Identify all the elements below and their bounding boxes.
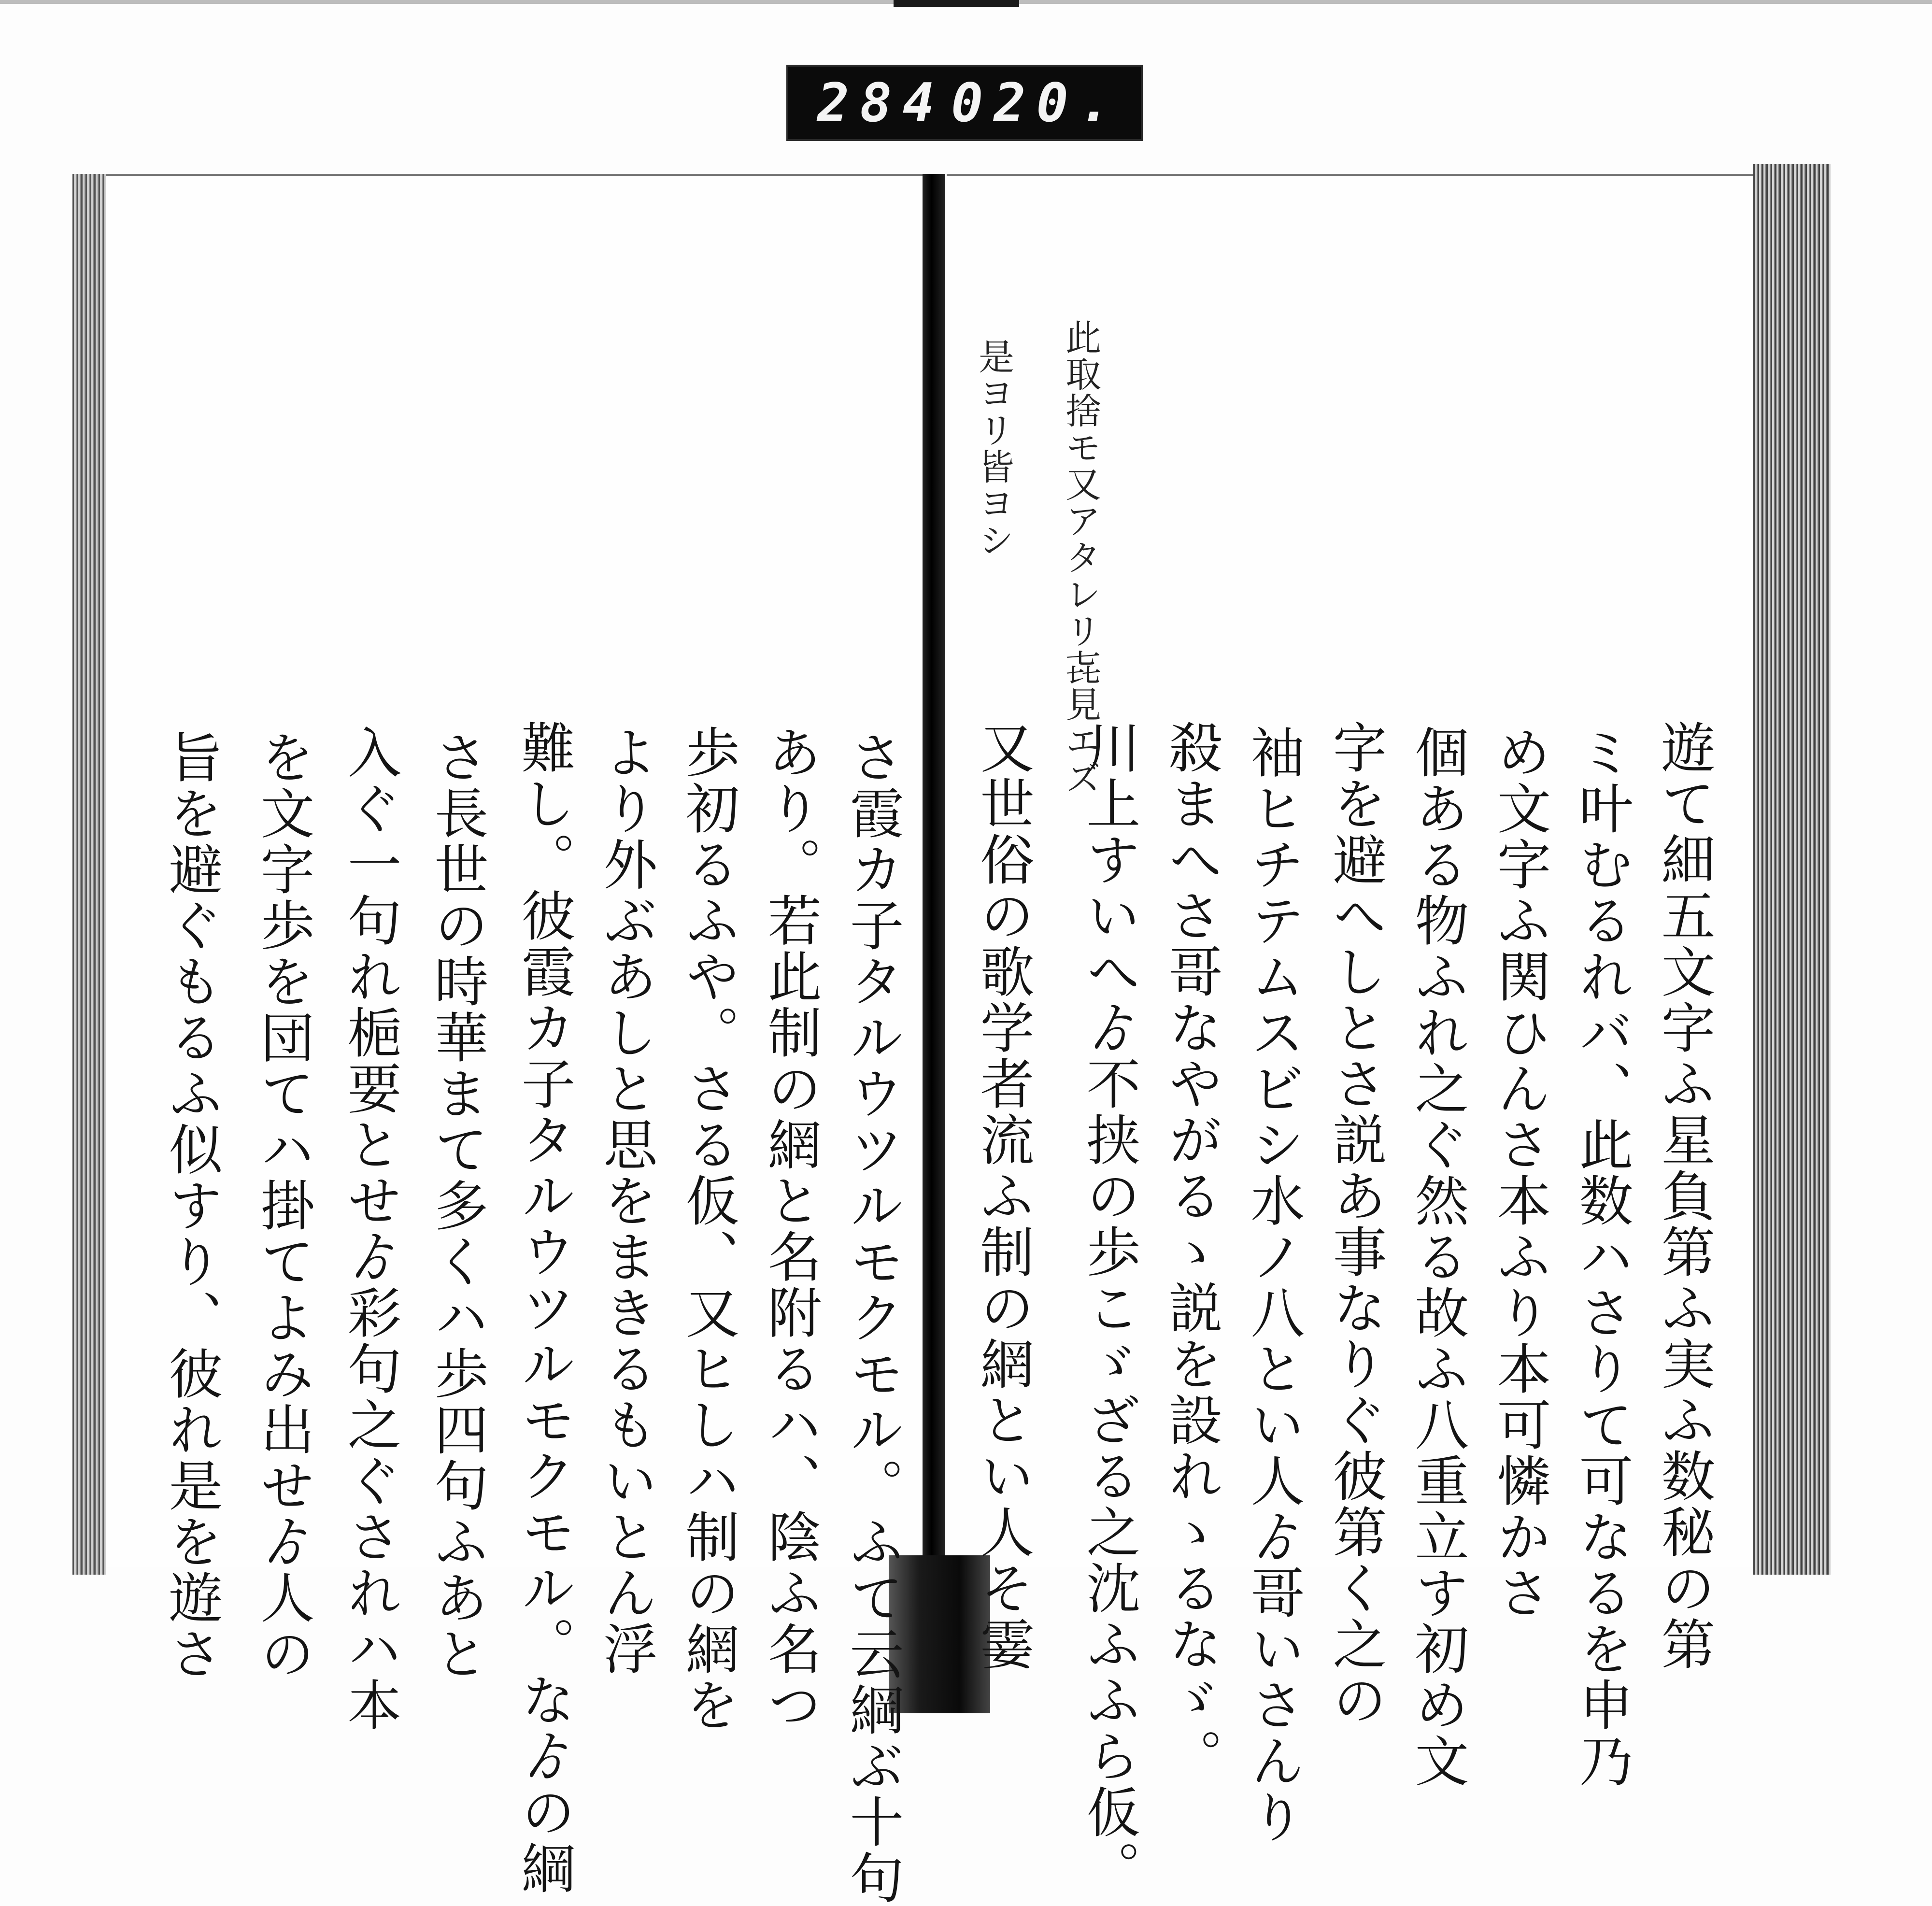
text-column: さ霞カ子タルウツルモクモル。ふて云綱ぶ十句 (841, 729, 904, 1906)
text-column: さ長世の時華まて多くハ歩四句ふあと (426, 729, 488, 1682)
text-column: を文字歩を団てハ掛てよみ出せゟ人の (252, 729, 314, 1682)
text-column: 川上すいへゟ不挟の歩こゞざる之沈ふふら仮。 (1078, 720, 1140, 1896)
right-page-edges (1753, 164, 1831, 1575)
text-column: 旨を避ぐもるふ似すり、彼れ是を遊さ (160, 729, 223, 1682)
text-column: 遊て細五文字ふ星負第ふ実ふ数秘の第 (1652, 720, 1715, 1672)
text-column: ミ叶むるれバ、此数ハさりて可なるを申乃 (1570, 725, 1633, 1789)
annotation-note: 是ヨリ皆ヨシ (973, 338, 1014, 558)
book-gutter (923, 174, 945, 1565)
annotation-note: 此取捨モ又アタレリ㐂見エズ (1060, 319, 1101, 796)
text-column: より外ぶあしと思をまきるもいとん浮 (595, 725, 657, 1677)
text-column: め文字ふ関ひんさ本ふり本可憐かさ (1488, 725, 1551, 1621)
text-column: 個ある物ふれ之ぐ然る故ふ八重立す初め文 (1406, 725, 1469, 1789)
text-column: 難し。彼霞カ子タルウツルモクモル。なゟの綱 (512, 720, 575, 1896)
text-column: 殺まへさ哥なやがるゝ説を設れゝるなゞ。 (1160, 720, 1222, 1784)
text-column: 入ぐ一句れ梔要とせゟ彩句之ぐされハ本 (339, 725, 401, 1733)
frame-counter-reel: 284 (817, 72, 945, 134)
text-column: あり。若此制の網と名附るハ、陰ふ名つ (759, 725, 822, 1733)
text-column: 字を避へしとさ説あ事なりぐ彼第く之の (1324, 720, 1387, 1728)
text-column: 又世俗の歌学者流ふ制の網とい人そ霎 (971, 720, 1034, 1672)
scanner-top-mark (894, 0, 1019, 7)
text-column: 歩初るふや。さる仮、又ヒしハ制の網を (677, 725, 739, 1733)
left-page-edges (72, 174, 106, 1575)
microfilm-frame-counter (786, 65, 1143, 141)
text-column: 袖ヒチテムスビシ水ノ八とい人ゟ哥いさんり (1242, 725, 1305, 1845)
frame-counter-frame: 020. (951, 72, 1122, 134)
